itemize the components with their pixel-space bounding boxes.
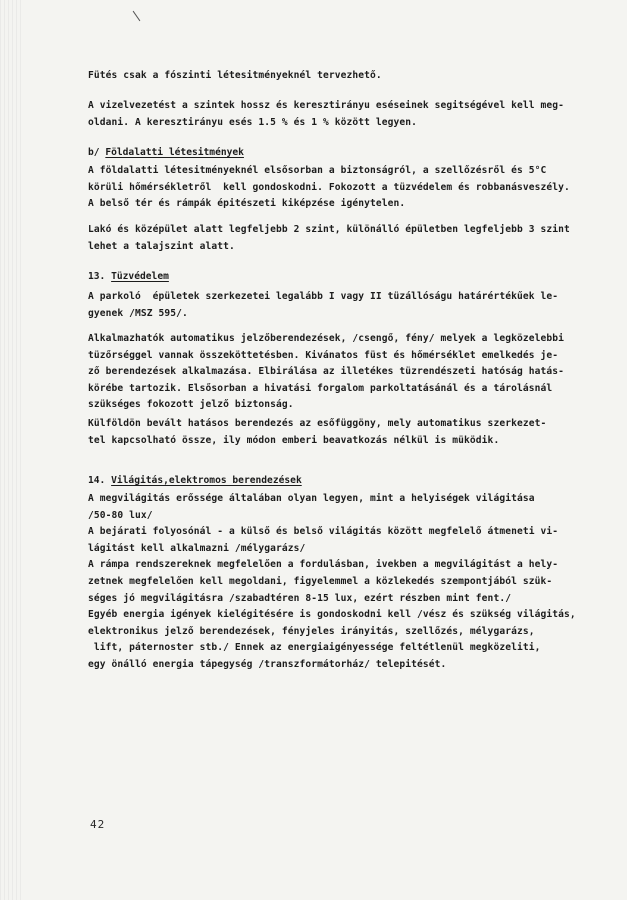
paragraph-fire-alarms: Alkalmazhatók automatikus jelzőberendezések, /csengő, fény/ melyek a legközelebbi tüzőrséggel vannak összeköttetésben. Kivánatos füst és hőmérséklet emelkedés je- ző berendezések alkalmazása. Elbirálása az illetékes tüzrendészeti hatóság hatás- körébe tartozik. Elsősorban a hivatási forgalom parkoltatásánál és a tárolásnál szükséges fokozott jelző biztonság. <box>88 333 564 411</box>
section-title: Tüzvédelem <box>111 271 169 282</box>
section-prefix: 13. <box>88 271 112 282</box>
section-heading-lighting <box>88 474 302 488</box>
paragraph-heating: Fütés csak a fószinti létesitményeknél tervezhető. <box>88 70 382 81</box>
paragraph-underground: A földalatti létesitményeknél elsősorban a biztonságról, a szellőzésről és 5°C körüli hőmérsékletről kell gondoskodni. Fokozott a tüzvédelem és robbanásveszély. A belső tér és rámpák épitészeti kiképzése igénytelen. <box>88 165 570 210</box>
paragraph-levels: Lakó és középület alatt legfeljebb 2 szint, különálló épületben legfeljebb 3 szint lehet a talajszint alatt. <box>88 224 570 252</box>
paragraph-lighting: A megvilágitás erőssége általában olyan legyen, mint a helyiségek világitása /50-80 lux/ A bejárati folyosónál - a külső és belső világitás között megfelelő átmeneti vi- lágitást kell alkalmazni /mélygarázs/ A rámpa rendszereknek megfelelően a fordulásban, ivekben a megvilágitást a hely- zetnek megfelelően kell megoldani, figyelemmel a közlekedés szempontjából szük- séges jó megvilágitásra /szabadtéren 8-15 lux, ezért részben mint fent./ Egyéb energia igények kielégitésére is gondoskodni kell /vész és szükség világitás, elektronikus jelző berendezések, fényjeles irányitás, szellőzés, mélygarázs, lift, páternoster stb./ Ennek az energiaigényessége feltétlenül megközeliti, egy önálló energia tápegység /transzformátorház/ telepitését. <box>88 493 576 670</box>
section-title: Földalatti létesitmények <box>105 147 244 158</box>
scan-shadow-edge <box>0 0 22 900</box>
paragraph-fire-sprinkler: Külföldön bevált hatásos berendezés az esőfüggöny, mely automatikus szerkezet- tel kapcsolható össze, ily módon emberi beavatkozás nélkül is müködik. <box>88 418 547 446</box>
section-prefix: b/ <box>88 147 106 158</box>
section-title: Világitás,elektromos berendezések <box>111 475 302 486</box>
page-number: 42 <box>90 818 106 831</box>
section-heading-underground <box>88 146 244 160</box>
section-prefix: 14. <box>88 475 112 486</box>
paragraph-drainage: A vizelvezetést a szintek hossz és keresztirányu eséseinek segitségével kell meg- oldani. A keresztirányu esés 1.5 % és 1 % között legyen. <box>88 100 564 128</box>
paragraph-fire-structure: A parkoló épületek szerkezetei legalább I vagy II tüzállóságu határértékűek le- gyenek /MSZ 595/. <box>88 291 559 319</box>
section-heading-fire <box>88 270 169 284</box>
scan-mark <box>133 11 141 21</box>
